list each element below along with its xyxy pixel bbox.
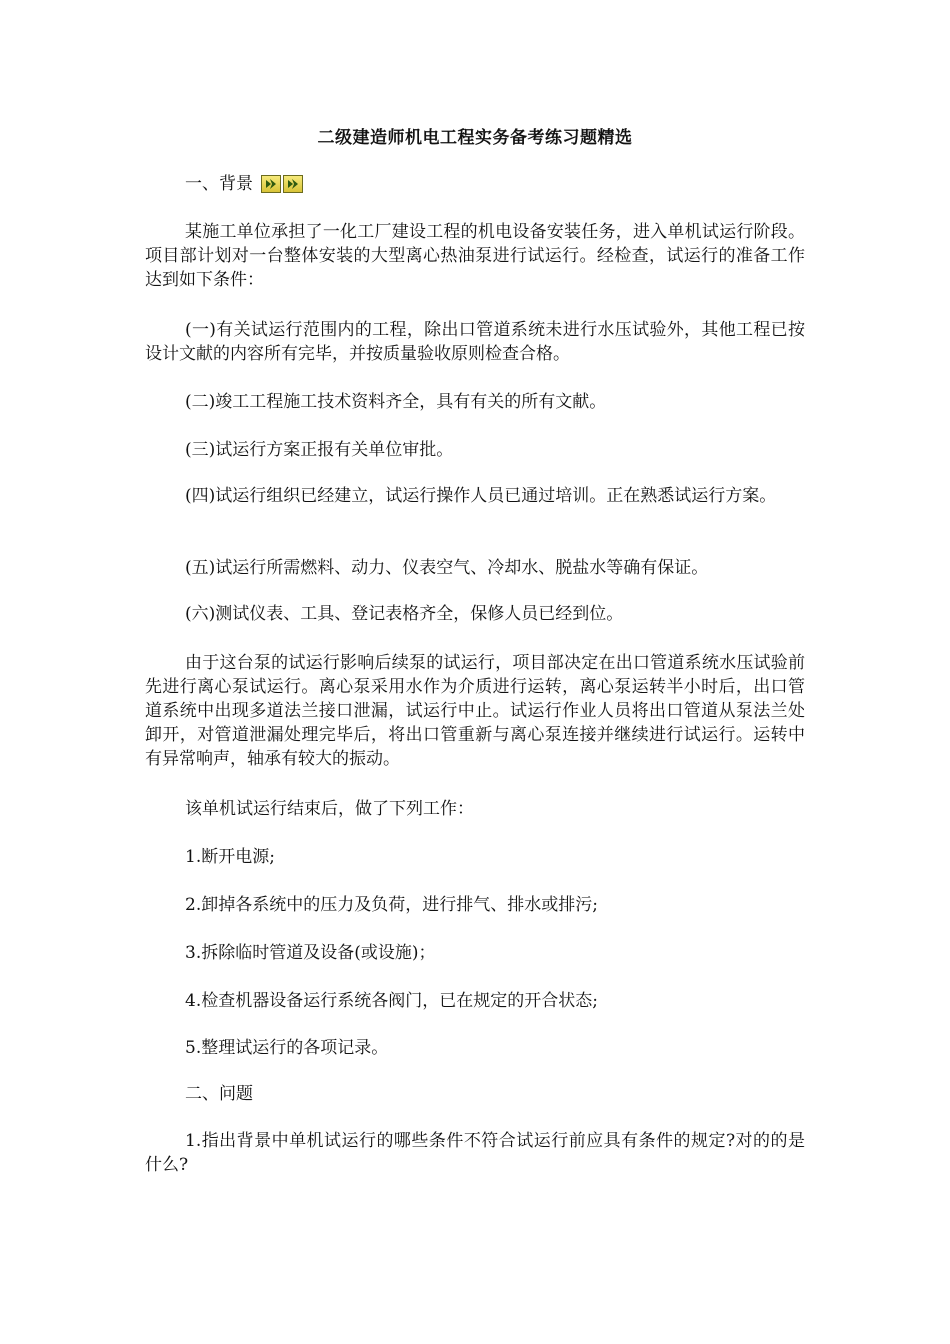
after-step-item: 5.整理试运行的各项记录。 [185, 1038, 389, 1058]
arrow-icon[interactable] [261, 175, 281, 193]
background-paragraph: 某施工单位承担了一化工厂建设工程的机电设备安装任务，进入单机试运行阶段。项目部计划对一台整体安装的大型离心热油泵进行试运行。经检查，试运行的准备工作达到如下条件： [145, 222, 805, 290]
condition-item: (一)有关试运行范围内的工程，除出口管道系统未进行水压试验外，其他工程已按设计文献的内容所有完毕，并按质量验收原则检查合格。 [145, 320, 805, 364]
after-step-item: 3.拆除临时管道及设备(或设施)； [185, 943, 436, 963]
icon-group [261, 175, 303, 193]
after-step-item: 4.检查机器设备运行系统各阀门，已在规定的开合状态; [185, 991, 598, 1011]
document-title: 二级建造师机电工程实务备考练习题精选 [317, 128, 633, 148]
after-intro-paragraph: 该单机试运行结束后，做了下列工作： [185, 799, 474, 819]
section-background-heading [185, 172, 303, 196]
after-step-item: 2.卸掉各系统中的压力及负荷，进行排气、排水或排污; [185, 895, 598, 915]
section-questions-heading: 二、问题 [185, 1084, 253, 1104]
condition-item: (三)试运行方案正报有关单位审批。 [185, 440, 454, 460]
arrow-icon[interactable] [283, 175, 303, 193]
incident-paragraph: 由于这台泵的试运行影响后续泵的试运行，项目部决定在出口管道系统水压试验前先进行离心泵试运行。离心泵采用水作为介质进行运转，离心泵运转半小时后，出口管道系统中出现多道法兰接口泄漏，试运行中止。试运行作业人员将出口管道从泵法兰处卸开，对管道泄漏处理完毕后，将出口管重新与离心泵连接并继续进行试运行。运转中有异常响声，轴承有较大的振动。 [145, 653, 805, 769]
condition-item: (五)试运行所需燃料、动力、仪表空气、冷却水、脱盐水等确有保证。 [185, 558, 709, 578]
condition-item: (四)试运行组织已经建立，试运行操作人员已通过培训。正在熟悉试运行方案。 [185, 486, 777, 506]
question-item: 1.指出背景中单机试运行的哪些条件不符合试运行前应具有条件的规定?对的的是什么? [145, 1131, 805, 1175]
condition-item: (六)测试仪表、工具、登记表格齐全，保修人员已经到位。 [185, 604, 624, 624]
after-step-item: 1.断开电源; [185, 847, 275, 867]
condition-item: (二)竣工工程施工技术资料齐全，具有有关的所有文献。 [185, 392, 607, 412]
section-heading-text: 一、背景 [185, 174, 253, 194]
